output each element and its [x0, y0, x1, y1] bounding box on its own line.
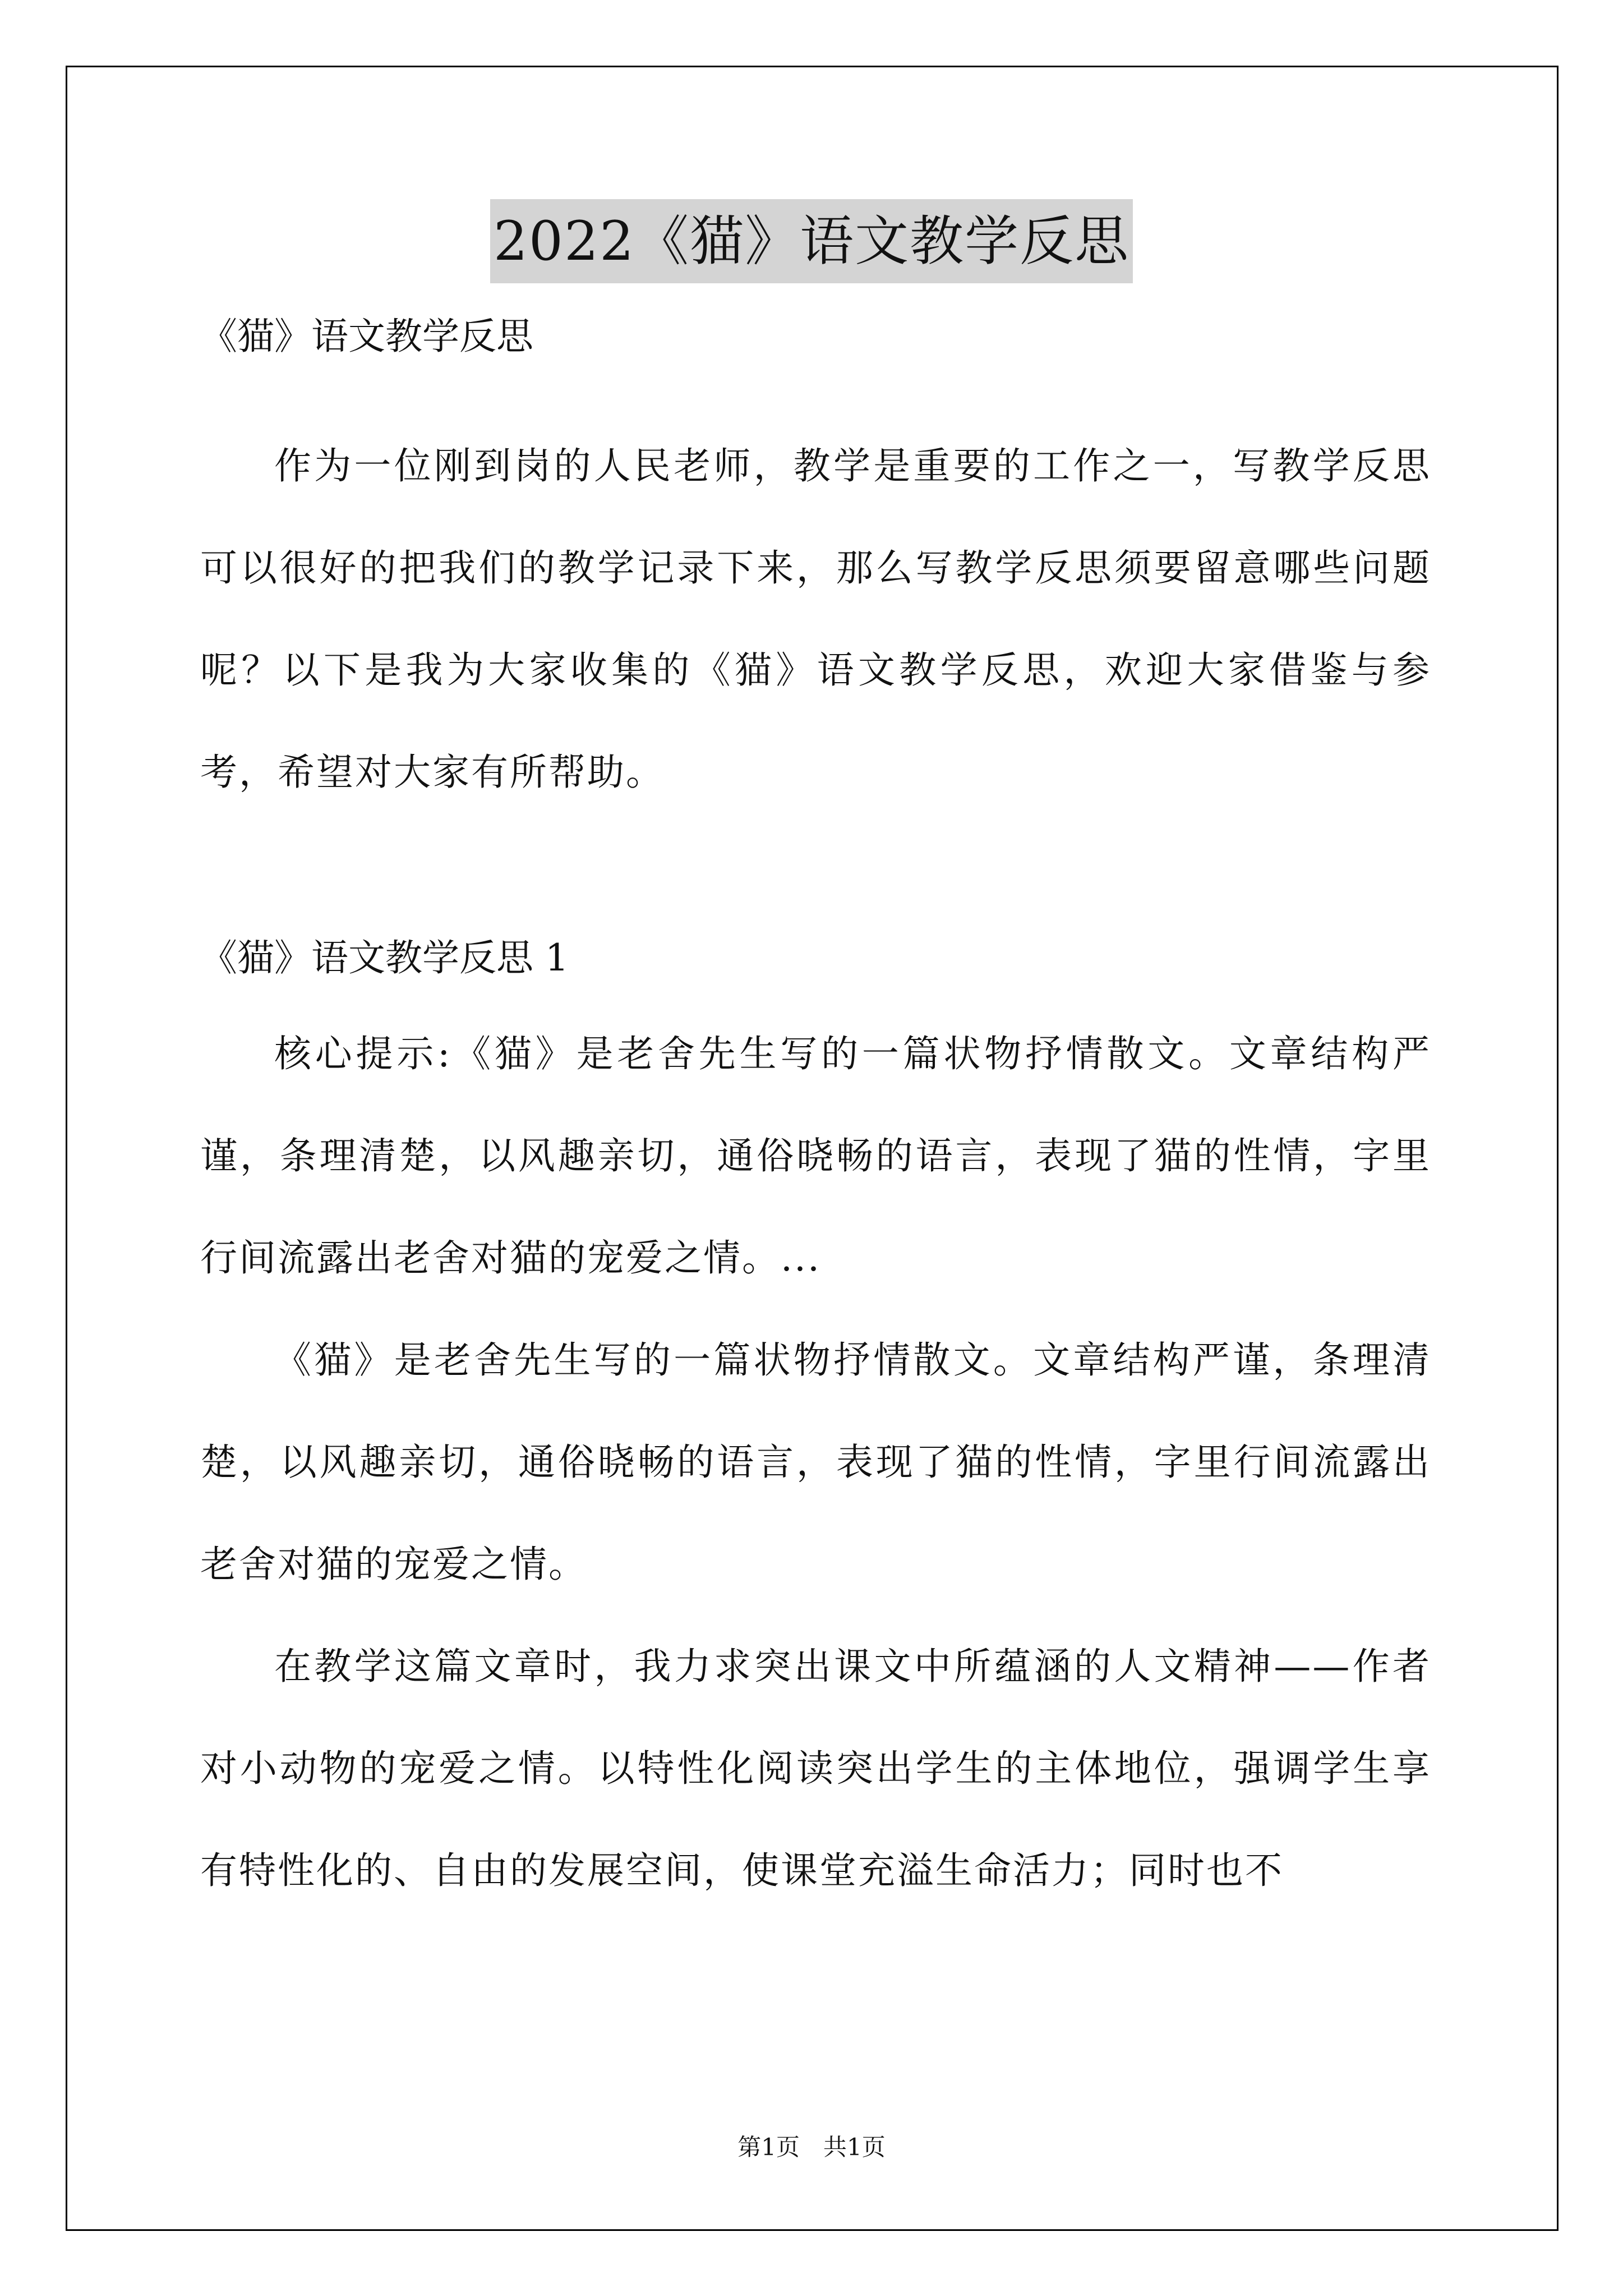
document-title: 2022《猫》语文教学反思 — [490, 199, 1133, 283]
document-subtitle: 《猫》语文教学反思 — [200, 315, 533, 358]
body-paragraph: 在教学这篇文章时，我力求突出课文中所蕴涵的人文精神——作者对小动物的宠爱之情。以特性化阅读突出学生的主体地位，强调学生享有特性化的、自由的发展空间，使课堂充溢生命活力；同时也不 — [200, 1645, 1431, 1892]
document-body — [200, 314, 1431, 1922]
section-spacer — [200, 823, 1431, 936]
title-container — [0, 199, 1623, 283]
body-paragraph: 核心提示:《猫》是老舍先生写的一篇状物抒情散文。文章结构严谨，条理清楚，以风趣亲切，通俗晓畅的语言，表现了猫的性情，字里行间流露出老舍对猫的宠爱之情。... — [200, 1032, 1431, 1280]
body-paragraph: 《猫》是老舍先生写的一篇状物抒情散文。文章结构严谨，条理清楚，以风趣亲切，通俗晓畅的语言，表现了猫的性情，字里行间流露出老舍对猫的宠爱之情。 — [200, 1338, 1431, 1586]
section-heading: 《猫》语文教学反思 1 — [200, 936, 569, 979]
page-footer: 第1页 共1页 — [737, 2133, 886, 2161]
intro-paragraph: 作为一位刚到岗的人民老师，教学是重要的工作之一，写教学反思可以很好的把我们的教学记录下来，那么写教学反思须要留意哪些问题呢？以下是我为大家收集的《猫》语文教学反思，欢迎大家借鉴与参考，希望对大家有所帮助。 — [200, 444, 1431, 794]
